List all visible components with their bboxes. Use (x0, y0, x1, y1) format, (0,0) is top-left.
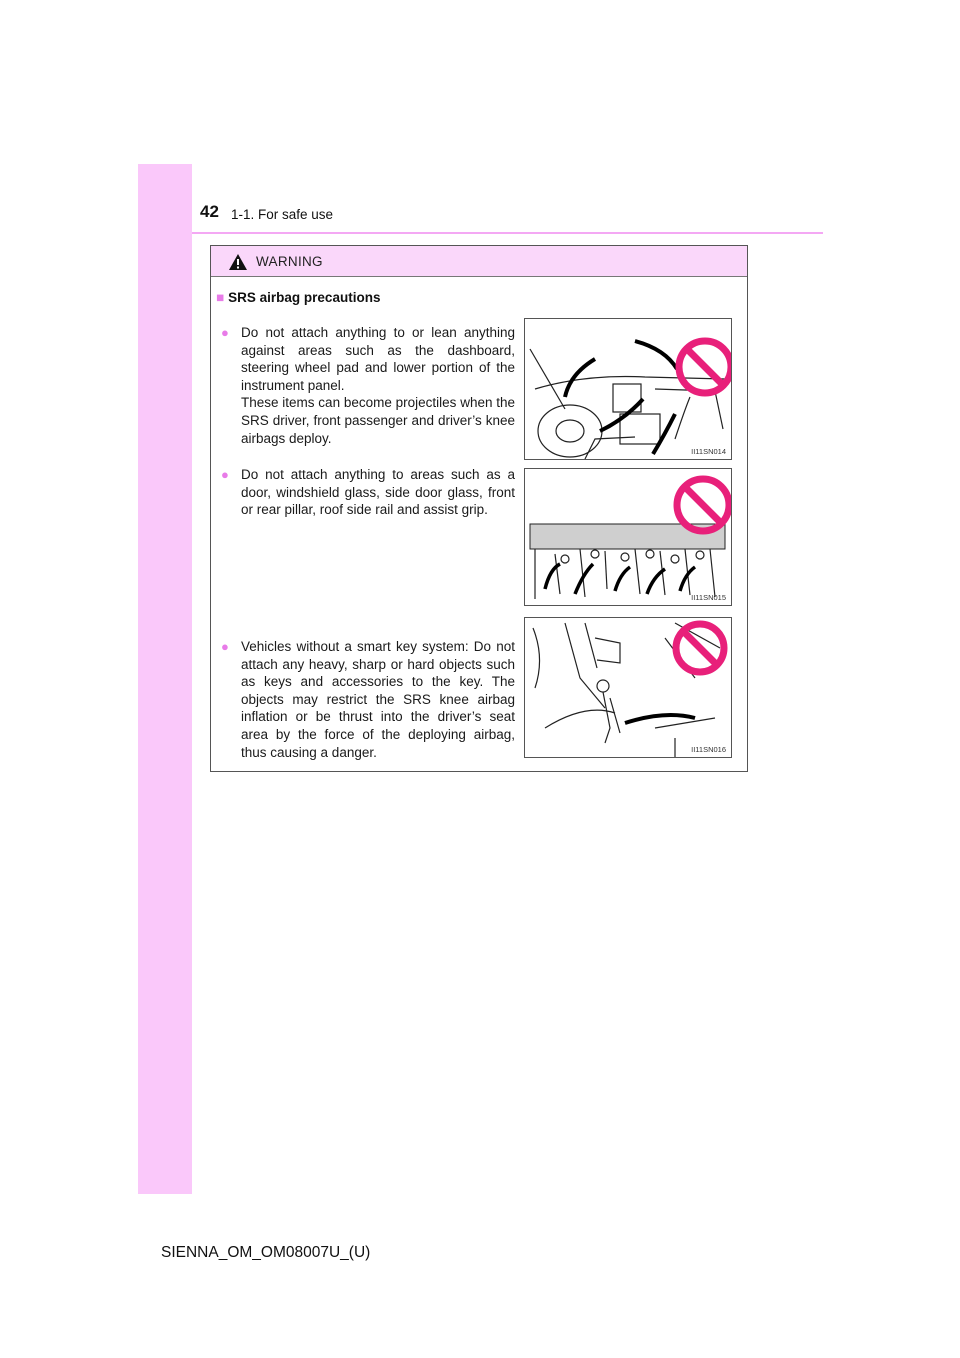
figure-code-3: II11SN016 (691, 745, 726, 754)
illustration-dashboard (524, 318, 732, 460)
prohibition-icon-2 (677, 479, 729, 531)
circle-bullet-icon: ● (221, 639, 229, 654)
warning-topic (216, 290, 380, 305)
section-title: 1-1. For safe use (231, 207, 334, 222)
side-band (138, 164, 192, 1194)
precaution-item-1-text-2: These items can become projectiles when the SRS driver, front passenger and driver’s knee airbags deploy. (241, 395, 515, 446)
precaution-item-1-text: Do not attach anything to or lean anything against areas such as the dashboard, steering wheel pad and lower portion of the instrument panel. (241, 325, 515, 393)
page-number: 42 (200, 202, 219, 221)
header-rule (192, 232, 823, 234)
illustration-key (524, 617, 732, 758)
precaution-item-2-text: Do not attach anything to areas such as a door, windshield glass, side door glass, front or rear pillar, roof side rail and assist grip. (241, 467, 515, 518)
precaution-item-1 (221, 324, 515, 447)
warning-box (210, 245, 748, 772)
document-code: SIENNA_OM_OM08007U_(U) (161, 1244, 371, 1261)
warning-topic-text: SRS airbag precautions (228, 290, 381, 305)
warning-triangle-icon (228, 253, 248, 271)
illustration-cabin (524, 468, 732, 606)
warning-header (211, 246, 747, 277)
prohibition-icon-3 (676, 624, 724, 672)
precaution-item-2 (221, 466, 515, 519)
figure-code-1: II11SN014 (691, 447, 726, 456)
precaution-item-3-text: Vehicles without a smart key system: Do not attach any heavy, sharp or hard objects such as keys and accessories to the key. The objects may restrict the SRS knee airbag inflation or be thrust into the driver’s seat area by the force of the deploying airbag, thus causing a danger. (241, 639, 515, 760)
key-illustration-svg (525, 618, 731, 757)
circle-bullet-icon: ● (221, 325, 229, 340)
cabin-illustration-svg (525, 469, 731, 605)
figure-code-2: II11SN015 (691, 593, 726, 602)
warning-label: WARNING (256, 254, 323, 269)
prohibition-icon-1 (679, 341, 731, 393)
square-bullet-icon: ■ (216, 290, 225, 305)
dashboard-illustration-svg (525, 319, 731, 459)
precaution-item-3 (221, 638, 515, 761)
circle-bullet-icon: ● (221, 467, 229, 482)
